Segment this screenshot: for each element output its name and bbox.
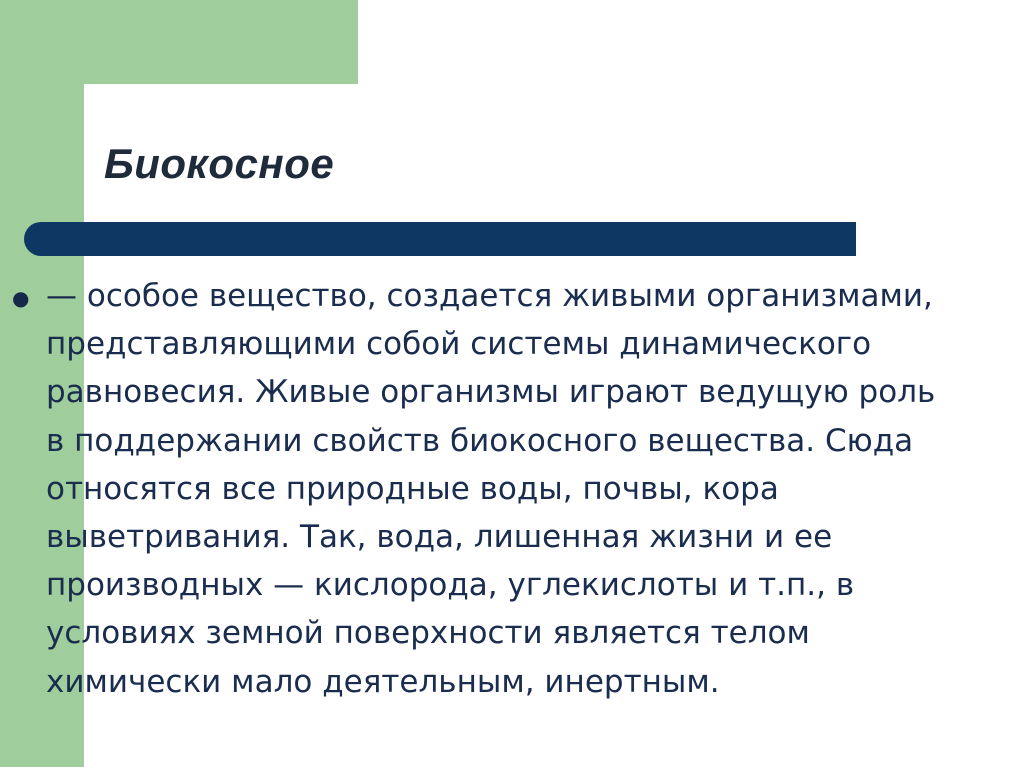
title-underline-bar — [24, 222, 856, 256]
body-paragraph — [46, 272, 1024, 706]
green-top-band — [0, 0, 358, 84]
body-line: условиях земной поверхности является телом — [46, 615, 810, 652]
body-line: химически мало деятельным, инертным. — [46, 663, 720, 700]
slide-title: Биокосное — [104, 140, 335, 187]
body-line: равновесия. Живые организмы играют ведущую роль — [46, 374, 936, 411]
body-line: относятся все природные воды, почвы, кора — [46, 470, 779, 507]
body-line: производных — кислорода, углекислоты и т.п., в — [46, 567, 855, 604]
body-line: выветривания. Так, вода, лишенная жизни и ее — [46, 519, 833, 556]
body-line: представляющими собой системы динамического — [46, 326, 872, 363]
body-line: — особое вещество, создается живыми организмами, — [46, 278, 933, 314]
bullet-icon: ● — [12, 286, 30, 310]
body-line: в поддержании свойств биокосного вещества. Сюда — [46, 422, 914, 459]
